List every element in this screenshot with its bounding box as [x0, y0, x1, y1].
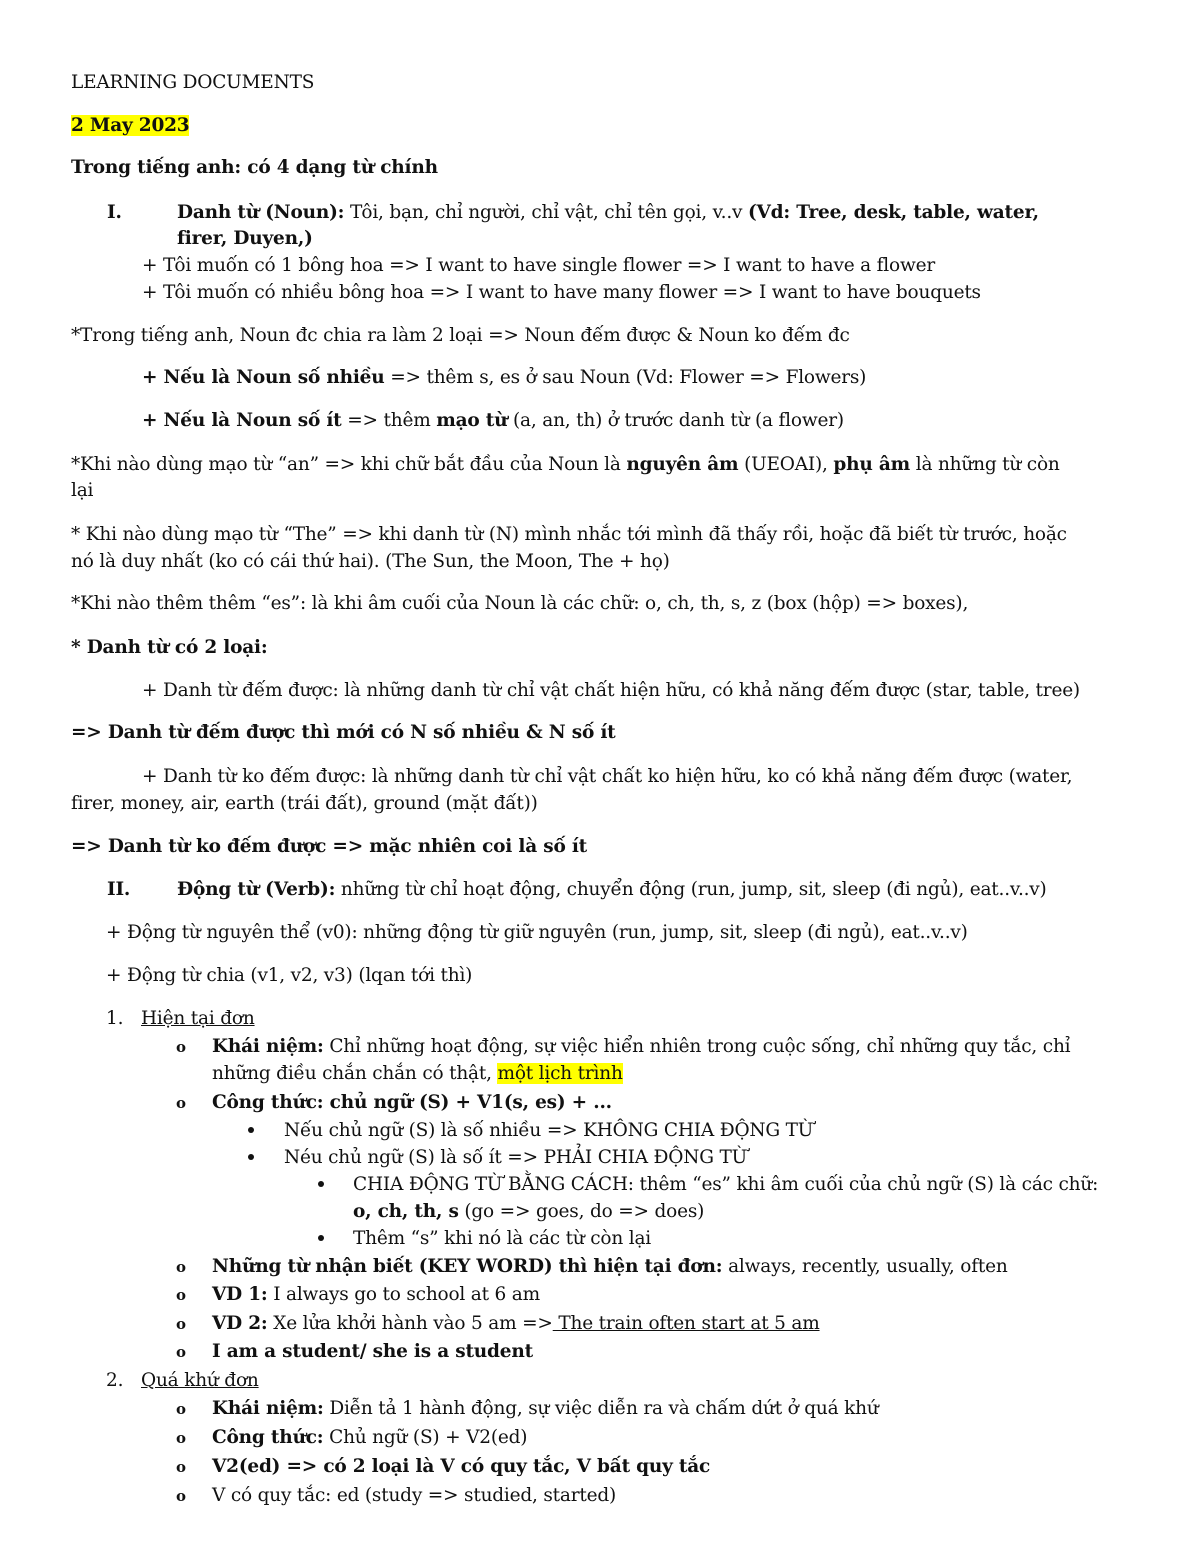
present-concept-text-2: những điều chắn chắn có thật,: [212, 1063, 498, 1084]
paragraph-the-2: nó là duy nhất (ko có cái thứ hai). (The Sun, the Moon, The + họ): [71, 551, 670, 572]
an-text-a: *Khi nào dùng mạo từ “an” => khi chữ bắt đầu của Noun là: [71, 454, 627, 475]
an-vowel: nguyên âm: [626, 454, 739, 475]
singular-article: mạo từ: [436, 410, 508, 431]
verb-head: Động từ (Verb):: [177, 879, 336, 900]
bullet-dot: [248, 1127, 254, 1133]
past-formula-head: Công thức:: [212, 1427, 324, 1448]
bullet-dot: [318, 1181, 324, 1187]
present-example-2: [212, 1312, 820, 1336]
bullet-dot: [318, 1235, 324, 1241]
past-formula-text: Chủ ngữ (S) + V2(ed): [323, 1427, 528, 1448]
present-rule-2: Néu chủ ngữ (S) là số ít => PHẢI CHIA ĐỘNG TỪ: [284, 1147, 748, 1168]
past-regular: V có quy tắc: ed (study => studied, started): [212, 1485, 617, 1506]
bullet-o: o: [176, 1258, 186, 1276]
paragraph-countable: + Danh từ đếm được: là những danh từ chỉ vật chất hiện hữu, có khả năng đếm được (star, table, tree): [142, 680, 1080, 701]
bullet-dot: [248, 1154, 254, 1160]
present-concept-head: Khái niệm:: [212, 1036, 324, 1057]
present-concept-highlight: một lịch trình: [497, 1063, 623, 1084]
past-formula: [212, 1426, 527, 1450]
verb-numeral: II.: [107, 879, 131, 900]
plural-rest: => thêm s, es ở sau Noun (Vd: Flower => Flowers): [384, 367, 867, 388]
paragraph-uncountable-1: + Danh từ ko đếm được: là những danh từ chỉ vật chất ko hiện hữu, ko có khả năng đếm được (water,: [142, 766, 1073, 787]
noun-head: Danh từ (Noun):: [177, 202, 345, 223]
paragraph-uncountable-2: firer, money, air, earth (trái đất), ground (mặt đất)): [71, 793, 538, 814]
bullet-o: o: [176, 1315, 186, 1333]
bullet-o: o: [176, 1038, 186, 1056]
past-concept: [212, 1397, 879, 1421]
section-1-number: 1.: [106, 1008, 124, 1029]
paragraph-the-1: * Khi nào dùng mạo từ “The” => khi danh từ (N) mình nhắc tới mình đã thấy rồi, hoặc đã biết từ trước, hoặc: [71, 524, 1067, 545]
paragraph-noun-split: *Trong tiếng anh, Noun đc chia ra làm 2 loại => Noun đếm được & Noun ko đếm đc: [71, 325, 850, 346]
singular-mid: => thêm: [341, 410, 437, 431]
bullet-o: o: [176, 1094, 186, 1112]
bullet-o: o: [176, 1429, 186, 1447]
noun-examples-cont: firer, Duyen,): [177, 228, 313, 249]
paragraph-an-cont: lại: [71, 480, 94, 501]
present-example-3: I am a student/ she is a student: [212, 1341, 533, 1362]
singular-rest: (a, an, th) ở trước danh từ (a flower): [507, 410, 844, 431]
noun-plus-1: + Tôi muốn có 1 bông hoa => I want to have single flower => I want to have a flower: [142, 255, 935, 276]
noun-numeral: I.: [107, 202, 122, 223]
example-2-text: Xe lửa khởi hành vào 5 am =>: [267, 1313, 553, 1334]
past-concept-text: Diễn tả 1 hành động, sự việc diễn ra và chấm dứt ở quá khứ: [323, 1398, 879, 1419]
past-concept-head: Khái niệm:: [212, 1398, 324, 1419]
singular-head: + Nếu là Noun số ít: [142, 410, 342, 431]
noun-examples: (Vd: Tree, desk, table, water,: [747, 202, 1039, 223]
intro-heading: Trong tiếng anh: có 4 dạng từ chính: [71, 157, 438, 178]
paragraph-countable-rule: => Danh từ đếm được thì mới có N số nhiều & N số ít: [71, 722, 616, 743]
noun-definition: [177, 201, 1039, 225]
bullet-o: o: [176, 1286, 186, 1304]
noun-desc: Tôi, bạn, chỉ người, chỉ vật, chỉ tên gọi, v..v: [344, 202, 748, 223]
present-rule-1: Nếu chủ ngữ (S) là số nhiều => KHÔNG CHIA ĐỘNG TỪ: [284, 1120, 814, 1141]
paragraph-uncountable-rule: => Danh từ ko đếm được => mặc nhiên coi là số ít: [71, 836, 587, 857]
verb-definition: [177, 878, 1047, 902]
example-1-label: VD 1:: [212, 1284, 268, 1305]
paragraph-vconj: + Động từ chia (v1, v2, v3) (lqan tới thì): [106, 965, 473, 986]
present-keywords: [212, 1255, 1008, 1279]
bullet-o: o: [176, 1458, 186, 1476]
plural-head: + Nếu là Noun số nhiều: [142, 367, 385, 388]
paragraph-two-types: * Danh từ có 2 loại:: [71, 637, 268, 658]
an-consonant: phụ âm: [833, 454, 911, 475]
present-concept-1: [212, 1035, 1070, 1059]
verb-desc: những từ chỉ hoạt động, chuyển động (run, jump, sit, sleep (đi ngủ), eat..v..v): [335, 879, 1047, 900]
section-1-title: Hiện tại đơn: [141, 1008, 255, 1029]
keywords-list: always, recently, usually, often: [722, 1256, 1008, 1277]
an-text-c: (UEOAI),: [738, 454, 834, 475]
bullet-o: o: [176, 1487, 186, 1505]
paragraph-es: *Khi nào thêm thêm “es”: là khi âm cuối của Noun là các chữ: o, ch, th, s, z (box (hộp) => boxes),: [71, 593, 969, 614]
paragraph-singular: [142, 409, 844, 433]
present-rule-4: Thêm “s” khi nó là các từ còn lại: [353, 1228, 652, 1249]
present-rule-3b: [353, 1200, 704, 1224]
present-example-1: [212, 1283, 540, 1307]
past-v2-types: V2(ed) => có 2 loại là V có quy tắc, V bất quy tắc: [212, 1456, 711, 1477]
bullet-o: o: [176, 1400, 186, 1418]
section-2-title: Quá khứ đơn: [141, 1370, 259, 1391]
paragraph-an: [71, 453, 1060, 477]
present-rule-examples: (go => goes, do => does): [458, 1201, 705, 1222]
present-rule-letters: o, ch, th, s: [353, 1201, 459, 1222]
present-concept-text: Chỉ những hoạt động, sự việc hiển nhiên trong cuộc sống, chỉ những quy tắc, chỉ: [323, 1036, 1071, 1057]
example-2-translation: The train often start at 5 am: [552, 1313, 820, 1334]
example-1-text: I always go to school at 6 am: [267, 1284, 540, 1305]
example-2-label: VD 2:: [212, 1313, 268, 1334]
present-rule-3a: CHIA ĐỘNG TỪ BẰNG CÁCH: thêm “es” khi âm cuối của chủ ngữ (S) là các chữ:: [353, 1174, 1099, 1195]
paragraph-plural: [142, 366, 866, 390]
present-formula: Công thức: chủ ngữ (S) + V1(s, es) + ...: [212, 1092, 612, 1113]
paragraph-v0: + Động từ nguyên thể (v0): những động từ giữ nguyên (run, jump, sit, sleep (đi ngủ), eat..v..v): [106, 922, 968, 943]
an-text-e: là những từ còn: [910, 454, 1060, 475]
noun-plus-2: + Tôi muốn có nhiều bông hoa => I want to have many flower => I want to have bouquets: [142, 282, 981, 303]
bullet-o: o: [176, 1343, 186, 1361]
present-concept-2: [212, 1062, 623, 1086]
section-2-number: 2.: [106, 1370, 124, 1391]
date-heading: 2 May 2023: [71, 115, 190, 136]
document-title: LEARNING DOCUMENTS: [71, 72, 315, 93]
keywords-head: Những từ nhận biết (KEY WORD) thì hiện tại đơn:: [212, 1256, 723, 1277]
